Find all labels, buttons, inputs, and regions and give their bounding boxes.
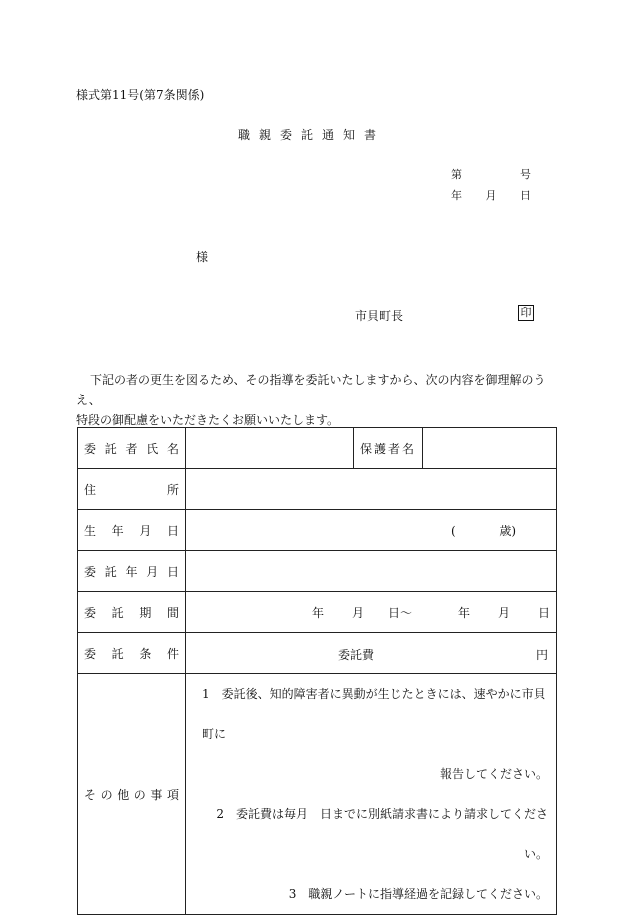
- label-other-matters: そ の 他 の 事 項: [78, 674, 186, 915]
- note-2: 2 委託費は毎月 日までに別紙請求書により請求してください。: [216, 807, 548, 861]
- age-open: (: [450, 523, 456, 538]
- fee-label: 委託費: [338, 648, 375, 662]
- address-field[interactable]: [186, 469, 557, 510]
- consignment-period-field[interactable]: 年 月 日～ 年 月 日: [186, 592, 557, 633]
- doc-number-dai: 第: [451, 168, 462, 181]
- form-number: 様式第11号(第7条関係): [76, 88, 205, 102]
- date-month: 月: [485, 189, 497, 202]
- row-address: [78, 469, 557, 510]
- label-consignment-conditions: 委 託 条 件: [78, 633, 186, 674]
- birth-date-field[interactable]: [186, 510, 557, 551]
- label-birth-date: 生 年 月 日: [78, 510, 186, 551]
- consignment-date-field[interactable]: [186, 551, 557, 592]
- label-consignee-name: 委 託 者 氏 名: [78, 428, 186, 469]
- sender-name: 市貝町長: [355, 309, 404, 323]
- document-date: [451, 187, 531, 203]
- yen-unit: 円: [535, 648, 548, 662]
- row-consignment-conditions: [78, 633, 557, 674]
- note-3: 3 職親ノートに指導経過を記録してください。: [288, 887, 548, 901]
- consignment-form-table: [77, 427, 557, 915]
- label-consignment-date: 委 託 年 月 日: [78, 551, 186, 592]
- label-consignment-period: 委 託 期 間: [78, 592, 186, 633]
- body-text: [76, 370, 566, 430]
- body-line-1: 下記の者の更生を図るため、その指導を委託いたしますから、次の内容を御理解のうえ、: [76, 373, 546, 407]
- guardian-name-field[interactable]: [423, 428, 557, 469]
- consignment-fee-field[interactable]: [186, 633, 557, 674]
- consignee-name-field[interactable]: [186, 428, 354, 469]
- note-1b: 報告してください。: [439, 767, 548, 781]
- addressee-honorific: 様: [196, 250, 209, 264]
- age-close: 歳): [499, 523, 516, 538]
- note-1a: 1 委託後、知的障害者に異動が生じたときには、速やかに市貝町に: [202, 687, 546, 741]
- document-number: [451, 166, 531, 182]
- row-other-matters: [78, 674, 557, 915]
- label-guardian-name: 保護者名: [354, 428, 423, 469]
- seal-mark: 印: [518, 305, 534, 321]
- label-address: 住 所: [78, 469, 186, 510]
- other-matters-notes: [186, 674, 557, 915]
- date-day: 日: [520, 189, 531, 202]
- row-consignee-name: [78, 428, 557, 469]
- row-consignment-date: [78, 551, 557, 592]
- doc-number-gou: 号: [520, 168, 531, 181]
- body-line-2: 特段の御配慮をいただきたくお願いいたします。: [76, 413, 340, 427]
- date-year: 年: [451, 189, 462, 202]
- row-consignment-period: [78, 592, 557, 633]
- row-birth-date: [78, 510, 557, 551]
- document-title: 職親委託通知書: [238, 128, 386, 142]
